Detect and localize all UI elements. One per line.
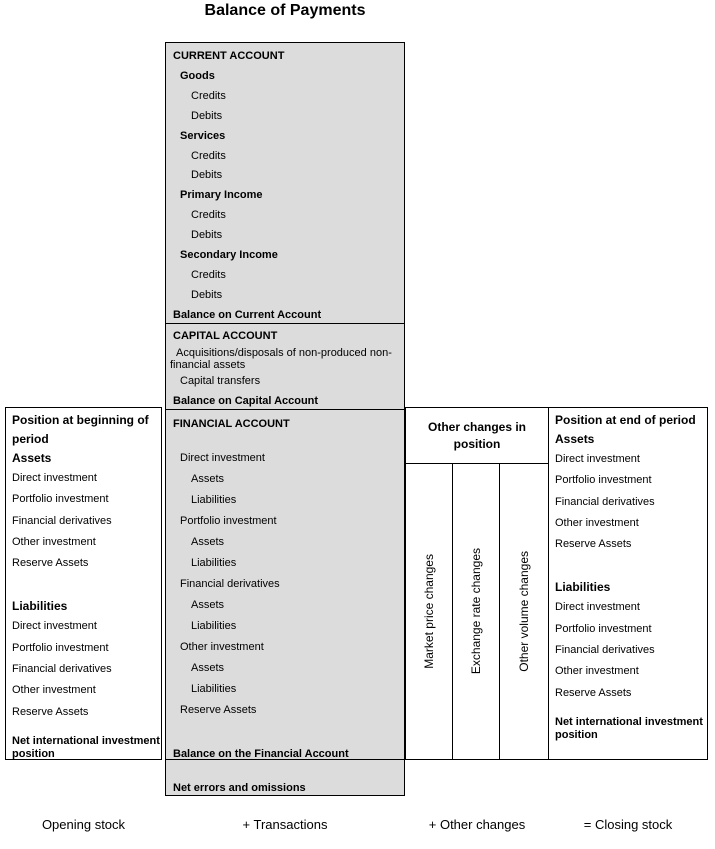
other-changes-header-label: Other changes in position — [427, 419, 527, 451]
page-title: Balance of Payments — [204, 2, 366, 19]
row-services-debits: Debits — [191, 169, 223, 182]
row-financial-account-header: FINANCIAL ACCOUNT — [173, 418, 290, 430]
row-reserve-assets: Reserve Assets — [180, 703, 257, 716]
left-liability-direct-investment: Direct investment — [12, 620, 97, 633]
row-acquisitions-disposals: Acquisitions/disposals of non-produced non-financial assets — [170, 346, 392, 372]
position-beginning-title: Position at beginning of period — [12, 413, 149, 446]
row-primary-income-debits: Debits — [191, 229, 223, 242]
row-primary-income: Primary Income — [180, 189, 263, 202]
right-asset-financial-derivatives: Financial derivatives — [555, 495, 655, 508]
right-asset-reserve-assets: Reserve Assets — [555, 538, 632, 551]
row-balance-financial-account: Balance on the Financial Account — [173, 747, 349, 760]
row-services-credits: Credits — [191, 149, 226, 162]
row-balance-current-account: Balance on Current Account — [173, 308, 322, 321]
right-liability-reserve-assets: Reserve Assets — [555, 686, 632, 699]
row-direct-investment-assets: Assets — [191, 472, 225, 485]
market-price-changes-label: Market price changes — [422, 554, 436, 669]
row-direct-investment-liabilities: Liabilities — [191, 493, 237, 506]
capital-financial-divider — [166, 409, 404, 410]
row-services: Services — [180, 129, 226, 142]
row-goods: Goods — [180, 69, 215, 82]
row-secondary-income: Secondary Income — [180, 249, 278, 262]
row-goods-debits: Debits — [191, 109, 223, 122]
row-capital-account-header: CAPITAL ACCOUNT — [173, 330, 278, 342]
left-liability-financial-derivatives: Financial derivatives — [12, 663, 112, 676]
row-secondary-income-debits: Debits — [191, 288, 223, 301]
left-liabilities-header: Liabilities — [12, 599, 68, 614]
left-asset-portfolio-investment: Portfolio investment — [12, 493, 109, 506]
financial-account-section — [166, 415, 404, 765]
other-changes-header-box — [405, 407, 549, 464]
position-beginning-box — [5, 407, 162, 760]
right-liability-direct-investment: Direct investment — [555, 601, 640, 614]
row-portfolio-investment-liabilities: Liabilities — [191, 556, 237, 569]
row-secondary-income-credits: Credits — [191, 268, 226, 281]
transactions-label: + Transactions — [242, 817, 328, 832]
left-asset-reserve-assets: Reserve Assets — [12, 557, 89, 570]
other-volume-changes-label: Other volume changes — [517, 551, 531, 672]
financial-errors-divider — [166, 759, 404, 760]
left-asset-financial-derivatives: Financial derivatives — [12, 514, 112, 527]
row-financial-derivatives-assets: Assets — [191, 598, 225, 611]
row-portfolio-investment-assets: Assets — [191, 535, 225, 548]
row-current-account-header: CURRENT ACCOUNT — [173, 50, 285, 62]
row-goods-credits: Credits — [191, 89, 226, 102]
exchange-rate-changes-column — [452, 463, 500, 760]
other-changes-label: + Other changes — [428, 817, 526, 832]
row-portfolio-investment: Portfolio investment — [180, 514, 277, 527]
row-primary-income-credits: Credits — [191, 209, 226, 222]
position-end-box — [548, 407, 708, 760]
row-financial-derivatives: Financial derivatives — [180, 577, 280, 590]
transactions-box — [165, 42, 405, 796]
left-liability-reserve-assets: Reserve Assets — [12, 705, 89, 718]
closing-stock-label: = Closing stock — [583, 817, 673, 832]
right-liability-other-investment: Other investment — [555, 665, 639, 678]
right-asset-other-investment: Other investment — [555, 516, 639, 529]
market-price-changes-column — [405, 463, 453, 760]
row-balance-capital-account: Balance on Capital Account — [173, 394, 319, 407]
right-net-international-investment-position: Net international investment position — [555, 715, 703, 741]
other-volume-changes-column — [499, 463, 549, 760]
right-liability-financial-derivatives: Financial derivatives — [555, 644, 655, 657]
right-liabilities-header: Liabilities — [555, 580, 611, 595]
row-other-investment: Other investment — [180, 640, 264, 653]
right-assets-header: Assets — [555, 432, 595, 446]
left-net-international-investment-position: Net international investment position — [12, 734, 160, 760]
current-account-section — [166, 47, 404, 326]
row-direct-investment: Direct investment — [180, 451, 265, 464]
exchange-rate-changes-label: Exchange rate changes — [469, 548, 483, 675]
row-capital-transfers: Capital transfers — [180, 374, 261, 387]
row-other-investment-assets: Assets — [191, 661, 225, 674]
position-end-title: Position at end of period — [555, 413, 696, 427]
left-liability-other-investment: Other investment — [12, 684, 96, 697]
row-other-investment-liabilities: Liabilities — [191, 682, 237, 695]
row-net-errors-omissions: Net errors and omissions — [173, 782, 306, 794]
left-asset-direct-investment: Direct investment — [12, 472, 97, 484]
row-financial-derivatives-liabilities: Liabilities — [191, 619, 237, 632]
left-asset-other-investment: Other investment — [12, 535, 96, 548]
right-asset-direct-investment: Direct investment — [555, 453, 640, 465]
opening-stock-label: Opening stock — [41, 817, 126, 832]
left-assets-header: Assets — [12, 451, 52, 465]
right-liability-portfolio-investment: Portfolio investment — [555, 622, 652, 635]
current-capital-divider — [166, 323, 404, 324]
capital-account-section — [166, 327, 404, 412]
right-asset-portfolio-investment: Portfolio investment — [555, 474, 652, 487]
left-liability-portfolio-investment: Portfolio investment — [12, 641, 109, 654]
